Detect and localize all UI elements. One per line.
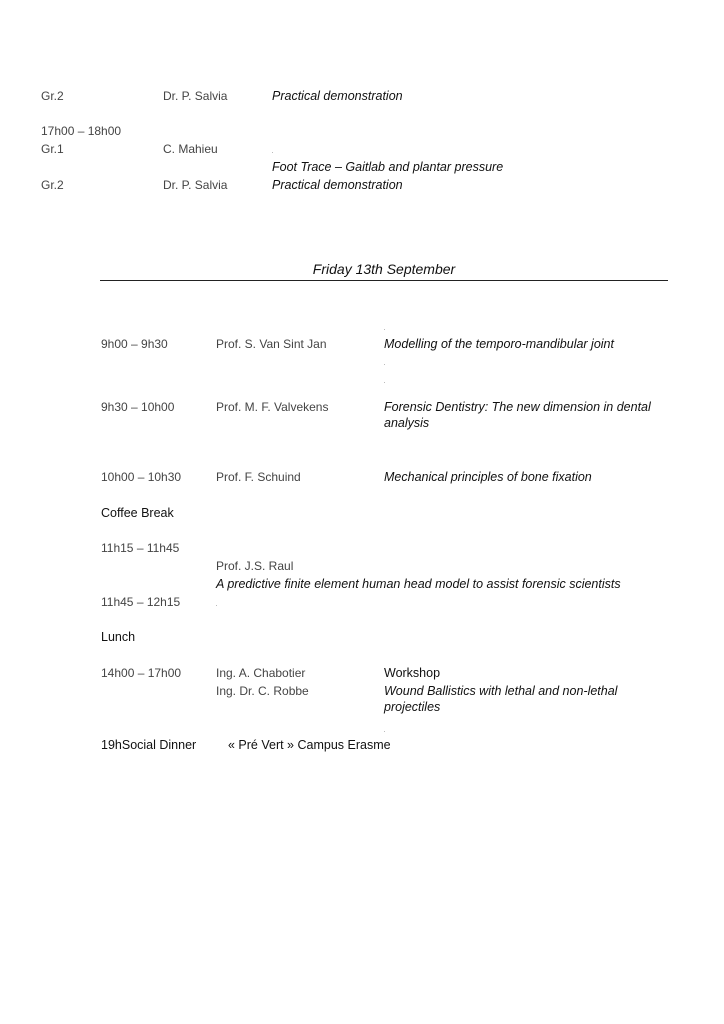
speaker-name: Prof. J.S. Raul (216, 559, 294, 573)
session-title: Modelling of the temporo-mandibular joint (384, 337, 614, 351)
lunch-label: Lunch (101, 630, 136, 644)
session-time: 14h00 – 17h00 (101, 666, 182, 680)
session-title: Wound Ballistics with lethal and non-lethal projectiles (384, 684, 618, 714)
dinner-venue: « Pré Vert » Campus Erasme (228, 738, 391, 752)
speaker-name: C. Mahieu (163, 142, 218, 156)
group-label: Gr.1 (41, 142, 64, 156)
session-time: 9h00 – 9h30 (101, 337, 168, 351)
coffee-break-label: Coffee Break (101, 506, 174, 520)
speaker-name: Prof. M. F. Valvekens (216, 400, 329, 414)
speaker-name: Dr. P. Salvia (163, 178, 228, 192)
stray-dot (384, 329, 385, 330)
session-title: Foot Trace – Gaitlab and plantar pressure (272, 160, 504, 174)
stray-dot (384, 364, 385, 365)
day-heading: Friday 13th September (312, 261, 456, 277)
stray-dot (216, 605, 217, 606)
session-title: Practical demonstration (272, 178, 403, 192)
group-label: Gr.2 (41, 89, 64, 103)
session-title: A predictive finite element human head model to assist forensic scientists (216, 577, 621, 591)
stray-dot (384, 731, 385, 732)
speaker-name: Prof. F. Schuind (216, 470, 301, 484)
stray-dot (272, 152, 273, 153)
stray-dot (384, 382, 385, 383)
speaker-name: Dr. P. Salvia (163, 89, 228, 103)
heading-rule (100, 280, 668, 281)
session-time: 11h15 – 11h45 (101, 541, 180, 555)
session-time: 17h00 – 18h00 (41, 124, 122, 138)
speaker-name: Ing. Dr. C. Robbe (216, 684, 309, 698)
session-title: Practical demonstration (272, 89, 403, 103)
session-title: Mechanical principles of bone fixation (384, 470, 592, 484)
workshop-label: Workshop (384, 666, 441, 680)
dinner-label: 19hSocial Dinner (101, 738, 197, 752)
group-label: Gr.2 (41, 178, 64, 192)
session-time: 10h00 – 10h30 (101, 470, 182, 484)
session-time: 11h45 – 12h15 (101, 595, 181, 609)
speaker-name: Prof. S. Van Sint Jan (216, 337, 327, 351)
session-title: Forensic Dentistry: The new dimension in dental analysis (384, 400, 651, 430)
session-time: 9h30 – 10h00 (101, 400, 175, 414)
speaker-name: Ing. A. Chabotier (216, 666, 306, 680)
